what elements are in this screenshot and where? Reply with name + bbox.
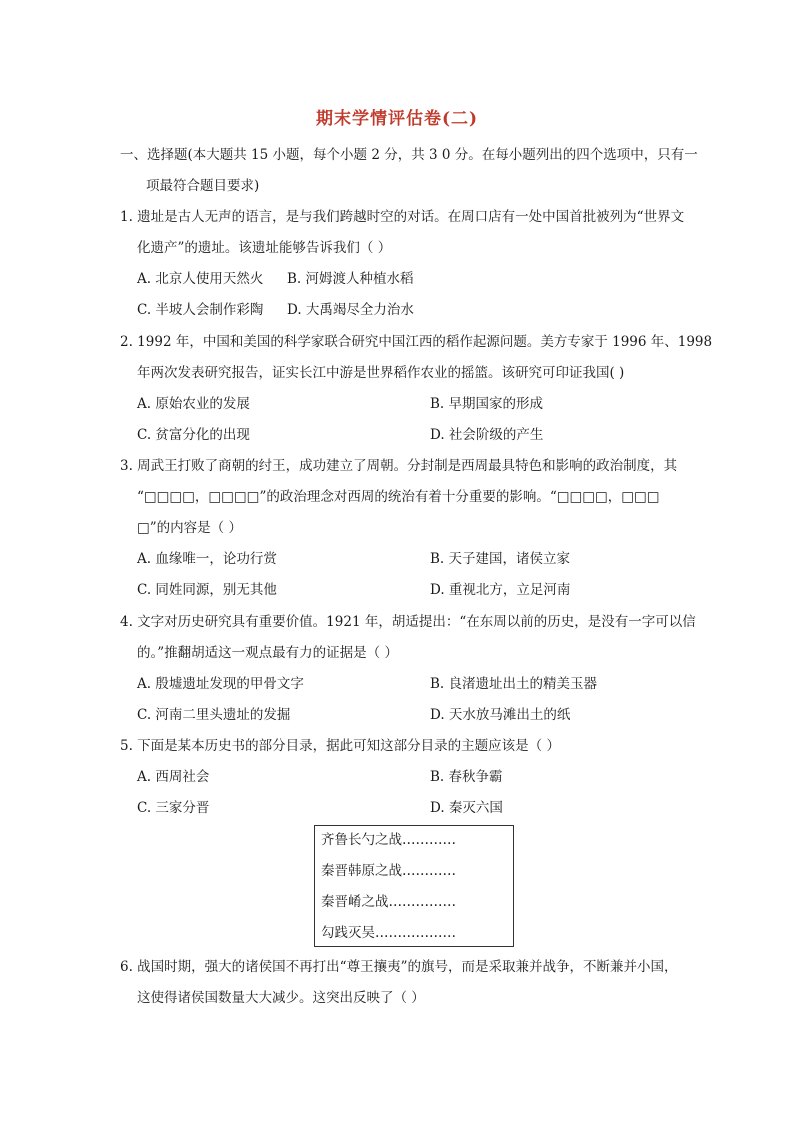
question-6-line-1: 6. 战国时期，强大的诸侯国不再打出“尊王攘夷”的旗号，而是采取兼并战争，不断兼并小国， [120,959,678,975]
question-5-option-c: C. 三家分晋 [137,800,210,816]
question-1-option-d: D. 大禹竭尽全力治水 [287,302,414,318]
section-heading-line-1: 一、选择题(本大题共 15 小题，每个小题 2 分，共 3 0 分。在每小题列出的四个选项中，只有一 [120,147,698,163]
question-2-line-1: 2. 1992 年，中国和美国的科学家联合研究中国江西的稻作起源问题。美方专家于 1996 年、1998 [120,334,713,350]
question-4-option-c: C. 河南二里头遗址的发掘 [137,707,291,723]
question-2-line-2: 年两次发表研究报告，证实长江中游是世界稻作农业的摇篮。该研究可印证我国( ) [137,365,625,381]
question-3-line-3: □”的内容是（ ） [137,520,242,536]
question-2-option-a: A. 原始农业的发展 [137,396,250,412]
question-5-line-1: 5. 下面是某本历史书的部分目录，据此可知这部分目录的主题应该是（ ） [120,738,560,754]
table-of-contents-box [314,825,514,947]
question-2-option-b: B. 早期国家的形成 [430,396,544,412]
question-1-line-2: 化遗产”的遗址。该遗址能够告诉我们（ ） [137,240,392,256]
question-4-option-d: D. 天水放马滩出土的纸 [430,707,571,723]
question-3-option-b: B. 天子建国，诸侯立家 [430,551,571,567]
question-3-option-c: C. 同姓同源，别无其他 [137,582,277,598]
question-4-option-a: A. 殷墟遗址发现的甲骨文字 [137,676,304,692]
question-5-option-b: B. 春秋争霸 [430,769,503,785]
question-2-option-d: D. 社会阶级的产生 [430,427,544,443]
question-3-line-2: “□□□□，□□□□”的政治理念对西周的统治有着十分重要的影响。“□□□□，□□□ [137,489,660,505]
question-4-line-2: 的。”推翻胡适这一观点最有力的证据是（ ） [137,645,398,661]
question-3-option-a: A. 血缘唯一，论功行赏 [137,551,277,567]
question-3-option-d: D. 重视北方，立足河南 [430,582,571,598]
toc-item: 勾践灭吴……………… [321,925,456,941]
question-4-line-1: 4. 文字对历史研究具有重要价值。1921 年，胡适提出：“在东周以前的历史，是没有一字可以信 [120,614,696,630]
question-1-option-c: C. 半坡人会制作彩陶 [137,302,264,318]
question-5-option-a: A. 西周社会 [137,769,210,785]
question-4-option-b: B. 良渚遗址出土的精美玉器 [430,676,598,692]
section-heading-line-2: 项最符合题目要求) [146,178,260,194]
question-1-line-1: 1. 遗址是古人无声的语言，是与我们跨越时空的对话。在周口店有一处中国首批被列为“世界文 [120,209,685,225]
question-1-option-a: A. 北京人使用天然火 [137,271,264,287]
question-1-option-b: B. 河姆渡人种植水稻 [287,271,414,287]
question-5-option-d: D. 秦灭六国 [430,800,503,816]
question-6-line-2: 这使得诸侯国数量大大减少。这突出反映了（ ） [137,990,425,1006]
page-title: 期末学情评估卷(二) [315,109,479,129]
toc-item: 秦晋崤之战…………… [321,894,456,910]
question-2-option-c: C. 贫富分化的出现 [137,427,250,443]
toc-item: 秦晋韩原之战………… [321,863,456,879]
toc-item: 齐鲁长勺之战………… [321,832,456,848]
question-3-line-1: 3. 周武王打败了商朝的纣王，成功建立了周朝。分封制是西周最具特色和影响的政治制度，其 [120,458,678,474]
